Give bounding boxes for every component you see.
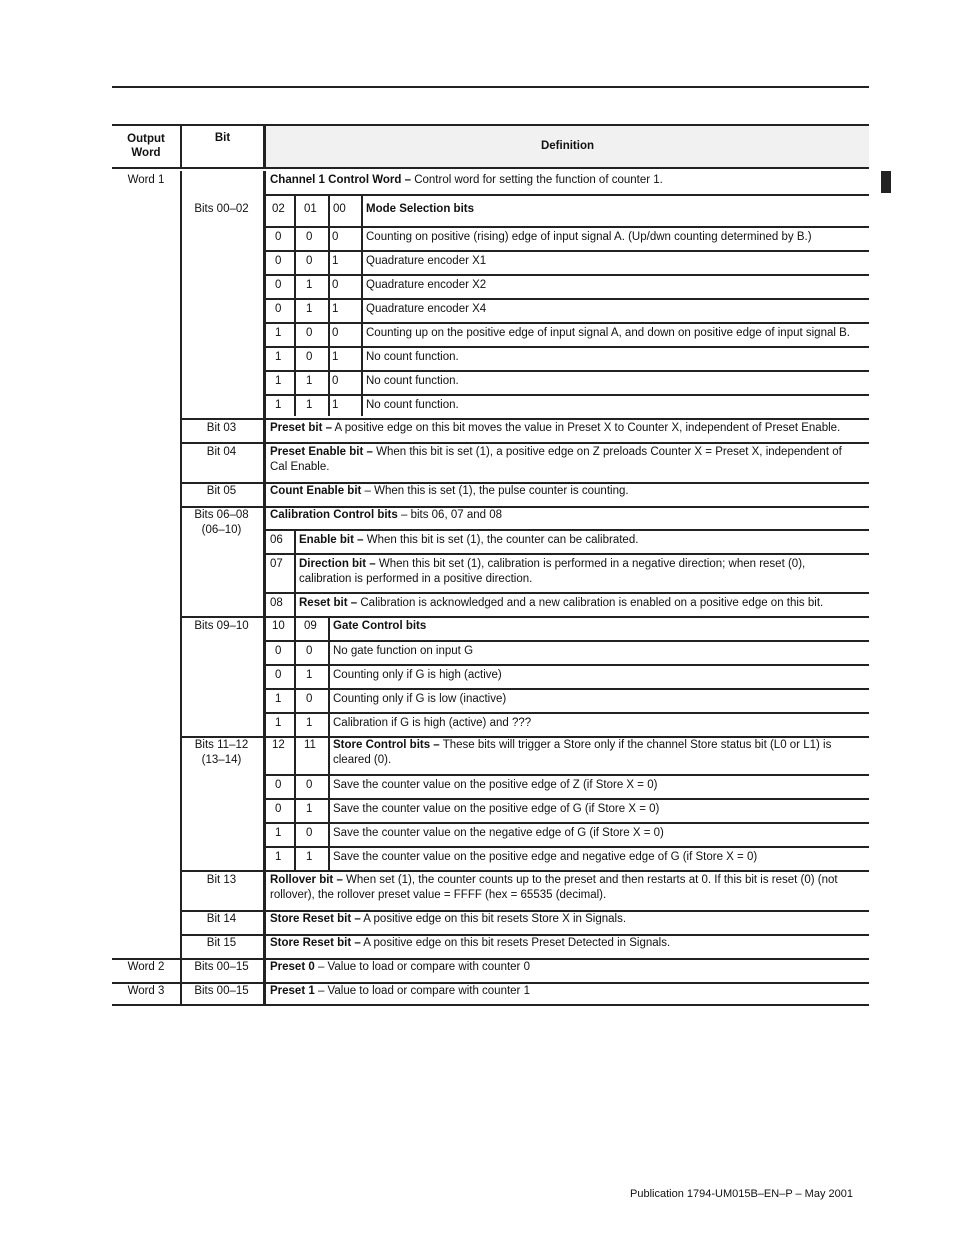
mode-selection-title: [366, 202, 474, 217]
store-control-title: Store Control bits – These bits will trigger a Store only if the channel Store status bit (L0 or L1) is cleared (0).: [333, 739, 832, 766]
bit-row-rule: [180, 616, 869, 618]
mode-description: Quadrature encoder X1: [366, 255, 487, 267]
row-rule: [266, 774, 869, 776]
word-3-label: Word 3: [127, 985, 165, 997]
calibration-bit-definition-title: Reset bit –: [299, 597, 358, 609]
bit-03-definition: Preset bit – A positive edge on this bit moves the value in Preset X to Counter X, independent of Preset Enable.: [270, 422, 841, 434]
row-rule: [266, 664, 869, 666]
calibration-bit-definition-title: Direction bit –: [299, 558, 376, 570]
bits-00-02-label: Bits 00–02: [194, 203, 249, 215]
mode-bit-01-value: 1: [306, 375, 313, 387]
mode-bit-00-value: 1: [332, 351, 339, 363]
bit-05-definition: Count Enable bit – When this is set (1), the pulse counter is counting.: [270, 485, 629, 497]
calibration-bit-number: 07: [270, 558, 283, 570]
mode-bit-01-value: 0: [306, 351, 313, 363]
row-rule: [263, 194, 869, 196]
store-col-divider-2: [328, 738, 330, 870]
bit-row-rule: [180, 418, 869, 420]
bits-06-08-label: Bits 06–08: [194, 509, 249, 521]
bit-row-rule: [180, 870, 869, 872]
mode-bit-01-value: 1: [306, 399, 313, 411]
row-rule: [266, 346, 869, 348]
mode-col-00: 00: [333, 203, 346, 215]
mode-bit-02-value: 1: [275, 399, 282, 411]
store-control-title-title: Store Control bits –: [333, 739, 440, 751]
header-output-word: Output Word: [112, 124, 180, 169]
word-1-definition-title: Channel 1 Control Word –: [270, 174, 411, 186]
mode-col-divider-2: [328, 196, 330, 416]
gate-bit-09-value: 1: [306, 717, 313, 729]
mode-bit-02-value: 0: [275, 303, 282, 315]
store-bit-11-value: 1: [306, 803, 313, 815]
mode-description: No count function.: [366, 351, 459, 363]
calibration-bit-number: 06: [270, 534, 283, 546]
store-col-divider-1: [294, 738, 296, 870]
store-bit-12-value: 1: [275, 827, 282, 839]
mode-bit-01-value: 0: [306, 327, 313, 339]
calibration-bit-definition: Direction bit – When this bit set (1), calibration is performed in a negative direction; when reset (0), calibration is performed in a positive direction.: [299, 558, 806, 585]
store-bit-12-value: 0: [275, 803, 282, 815]
gate-col-divider-2: [328, 618, 330, 736]
bit-14-label: Bit 14: [206, 913, 237, 925]
store-bit-12-value: 1: [275, 851, 282, 863]
chapter-tab-marker: [881, 171, 891, 193]
store-col-12: 12: [272, 739, 285, 751]
row-rule: [266, 553, 869, 555]
row-rule: [266, 322, 869, 324]
mode-bit-00-value: 0: [332, 231, 339, 243]
row-rule: [266, 394, 869, 396]
gate-description: Calibration if G is high (active) and ???: [333, 717, 532, 729]
top-rule: [112, 86, 869, 88]
gate-bit-09-value: 0: [306, 693, 313, 705]
store-bit-11-value: 1: [306, 851, 313, 863]
mode-description: No count function.: [366, 399, 459, 411]
row-rule: [266, 640, 869, 642]
bit-14-definition-title: Store Reset bit –: [270, 913, 361, 925]
word-2-bits-label: Bits 00–15: [194, 961, 249, 973]
mode-col-01: 01: [304, 203, 317, 215]
gate-description: No gate function on input G: [333, 645, 474, 657]
calibration-bit-definition: Enable bit – When this bit is set (1), the counter can be calibrated.: [299, 534, 639, 546]
gate-bit-10-value: 1: [275, 717, 282, 729]
mode-bit-02-value: 0: [275, 255, 282, 267]
bit-13-label: Bit 13: [206, 874, 237, 886]
gate-description: Counting only if G is low (inactive): [333, 693, 507, 705]
mode-description: No count function.: [366, 375, 459, 387]
mode-col-divider-3: [361, 196, 363, 416]
mode-bit-02-value: 0: [275, 231, 282, 243]
bit-14-definition: Store Reset bit – A positive edge on this bit resets Store X in Signals.: [270, 913, 627, 925]
gate-control-title-title: Gate Control bits: [333, 620, 427, 632]
word-row-rule: [112, 1004, 869, 1006]
calibration-bit-definition: Reset bit – Calibration is acknowledged and a new calibration is enabled on a positive edge on this bit.: [299, 597, 824, 609]
mode-bit-02-value: 1: [275, 375, 282, 387]
bit-04-definition-title: Preset Enable bit –: [270, 446, 373, 458]
mode-selection-title-title: Mode Selection bits: [366, 203, 474, 215]
word-3-bits-label: Bits 00–15: [194, 985, 249, 997]
gate-bit-10-value: 0: [275, 645, 282, 657]
calibration-bit-definition-title: Enable bit –: [299, 534, 364, 546]
store-bit-11-value: 0: [306, 779, 313, 791]
mode-col-divider-1: [294, 196, 296, 416]
mode-bit-00-value: 1: [332, 255, 339, 267]
header-definition: Definition: [263, 124, 869, 169]
row-rule: [266, 529, 869, 531]
calibration-title: Calibration Control bits – bits 06, 07 and 08: [270, 509, 502, 521]
mode-bit-02-value: 0: [275, 279, 282, 291]
mode-bit-01-value: 1: [306, 279, 313, 291]
mode-description: Counting on positive (rising) edge of input signal A. (Up/dwn counting determined by B.): [366, 231, 812, 243]
row-rule: [266, 688, 869, 690]
mode-bit-01-value: 1: [306, 303, 313, 315]
bit-05-definition-title: Count Enable bit: [270, 485, 362, 497]
row-rule: [266, 712, 869, 714]
header-bit: Bit: [180, 124, 263, 169]
gate-description: Counting only if G is high (active): [333, 669, 502, 681]
calibration-bit-number: 08: [270, 597, 283, 609]
mode-bit-00-value: 1: [332, 303, 339, 315]
calibration-title-title: Calibration Control bits: [270, 509, 398, 521]
bit-05-label: Bit 05: [206, 485, 237, 497]
bit-03-label: Bit 03: [206, 422, 237, 434]
row-rule: [266, 592, 869, 594]
gate-col-10: 10: [272, 620, 285, 632]
mode-bit-00-value: 0: [332, 279, 339, 291]
gate-bit-10-value: 0: [275, 669, 282, 681]
row-rule: [266, 298, 869, 300]
store-description: Save the counter value on the positive edge of Z (if Store X = 0): [333, 779, 658, 791]
row-rule: [266, 822, 869, 824]
gate-bit-09-value: 0: [306, 645, 313, 657]
bit-15-label: Bit 15: [206, 937, 237, 949]
bit-13-definition: Rollover bit – When set (1), the counter counts up to the preset and then restarts at 0. If this bit is reset (0) (not rollover), the rollover preset value = FFFF (hex = 65535 (decimal).: [270, 874, 838, 901]
mode-description: Quadrature encoder X4: [366, 303, 487, 315]
mode-bit-00-value: 0: [332, 375, 339, 387]
word-1-label: Word 1: [127, 174, 165, 186]
store-bit-11-value: 0: [306, 827, 313, 839]
bit-row-rule: [180, 442, 869, 444]
publication-footer: Publication 1794-UM015B–EN–P – May 2001: [630, 1188, 853, 1200]
store-description: Save the counter value on the positive edge and negative edge of G (if Store X = 0): [333, 851, 758, 863]
bit-03-definition-title: Preset bit –: [270, 422, 332, 434]
bits-11-12-label: Bits 11–12: [194, 739, 249, 751]
gate-bit-09-value: 1: [306, 669, 313, 681]
store-bit-12-value: 0: [275, 779, 282, 791]
mode-bit-01-value: 0: [306, 255, 313, 267]
definition-column-divider: [263, 171, 266, 1005]
mode-bit-00-value: 1: [332, 399, 339, 411]
mode-description: Quadrature encoder X2: [366, 279, 487, 291]
row-rule: [266, 250, 869, 252]
bits-06-10-label: (06–10): [201, 524, 242, 536]
cal-col-divider: [294, 531, 296, 616]
bits-13-14-label: (13–14): [201, 754, 242, 766]
gate-col-09: 09: [304, 620, 317, 632]
bit-15-definition: Store Reset bit – A positive edge on this bit resets Preset Detected in Signals.: [270, 937, 671, 949]
row-rule: [266, 226, 869, 228]
gate-bit-10-value: 1: [275, 693, 282, 705]
word-3-definition-title: Preset 1: [270, 985, 315, 997]
gate-col-divider-1: [294, 618, 296, 736]
bit-04-definition: Preset Enable bit – When this bit is set (1), a positive edge on Z preloads Counter X = Preset X, independent of Cal Enable.: [270, 446, 842, 473]
mode-bit-02-value: 1: [275, 327, 282, 339]
word-2-label: Word 2: [127, 961, 165, 973]
bits-09-10-label: Bits 09–10: [194, 620, 249, 632]
mode-bit-01-value: 0: [306, 231, 313, 243]
gate-control-title: [333, 619, 426, 634]
word-2-definition-title: Preset 0: [270, 961, 315, 973]
store-col-11: 11: [304, 739, 316, 751]
store-description: Save the counter value on the negative edge of G (if Store X = 0): [333, 827, 664, 839]
row-rule: [266, 370, 869, 372]
mode-col-02: 02: [272, 203, 285, 215]
bit-04-label: Bit 04: [206, 446, 237, 458]
row-rule: [266, 846, 869, 848]
bit-15-definition-title: Store Reset bit –: [270, 937, 361, 949]
bit-13-definition-title: Rollover bit –: [270, 874, 343, 886]
mode-bit-02-value: 1: [275, 351, 282, 363]
word-3-definition: Preset 1 – Value to load or compare with counter 1: [270, 985, 530, 997]
row-rule: [266, 274, 869, 276]
word-1-definition: Channel 1 Control Word – Control word for setting the function of counter 1.: [270, 174, 663, 186]
store-description: Save the counter value on the positive edge of G (if Store X = 0): [333, 803, 660, 815]
mode-bit-00-value: 0: [332, 327, 339, 339]
mode-description: Counting up on the positive edge of input signal A, and down on positive edge of input signal B.: [366, 327, 850, 339]
row-rule: [266, 798, 869, 800]
word-2-definition: Preset 0 – Value to load or compare with counter 0: [270, 961, 530, 973]
